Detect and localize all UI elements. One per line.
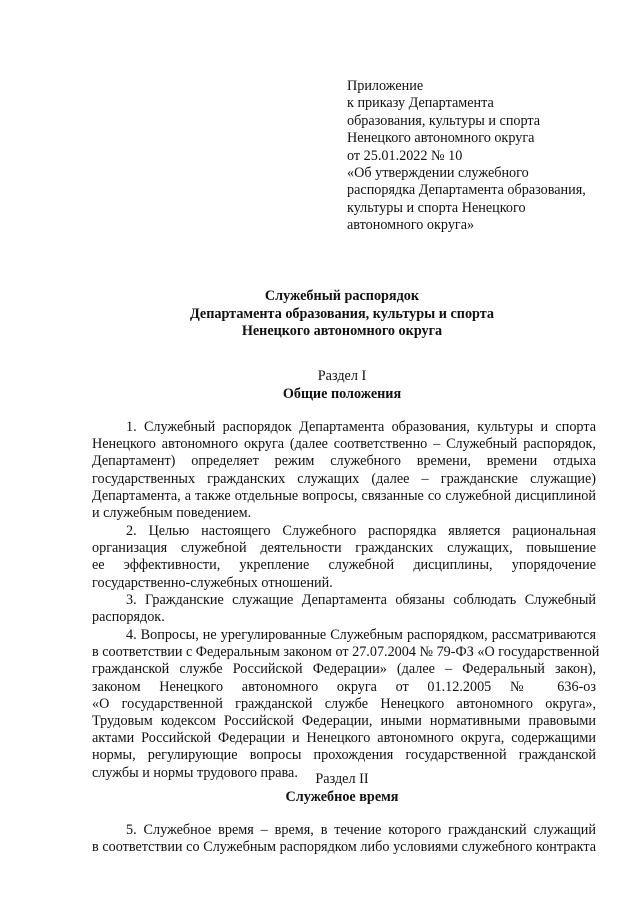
- paragraph-line: 1. Служебный распорядок Департамента образования, культуры и спорта: [126, 419, 596, 435]
- paragraph-line: законом Ненецкого автономного округа от 01.12.2005 № 636-оз: [92, 678, 596, 695]
- section-1-heading: [92, 368, 592, 403]
- appendix-line: образования, культуры и спорта: [347, 112, 541, 129]
- paragraph-line: Трудовым кодексом Российской Федерации, иными нормативными правовыми: [92, 712, 596, 729]
- paragraph-line: 3. Гражданские служащие Департамента обязаны соблюдать Служебный: [126, 592, 596, 608]
- paragraph-line: и служебным поведением.: [92, 504, 252, 521]
- document-title: [92, 288, 592, 341]
- paragraph-line: 2. Целью настоящего Служебного распорядка является рациональная: [126, 523, 596, 539]
- paragraph-line: Департамента, а также отдельные вопросы, связанные со служебной дисциплиной: [92, 487, 596, 504]
- appendix-line: Приложение: [347, 78, 424, 94]
- appendix-line: распорядка Департамента образования,: [347, 182, 586, 199]
- paragraph-line: государственных гражданских служащих (далее – гражданские служащие): [92, 470, 596, 487]
- paragraph-3: [92, 592, 596, 626]
- paragraph-line: службы и нормы трудового права.: [92, 764, 298, 781]
- paragraph-line: 4. Вопросы, не урегулированные Служебным распорядком, рассматриваются: [126, 627, 596, 643]
- appendix-line: культуры и спорта Ненецкого: [347, 199, 526, 216]
- paragraph-2: [92, 523, 596, 592]
- title-line: Ненецкого автономного округа: [241, 323, 443, 340]
- paragraph-line: «О государственной гражданской службе Ненецкого автономного округа»,: [92, 695, 596, 712]
- paragraph-line: ее эффективности, укрепление служебной дисциплины, упорядочение: [92, 557, 596, 574]
- section-number: Раздел II: [315, 771, 369, 787]
- paragraph-line: в соответствии со Служебным распорядком либо условиями служебного контракта: [92, 839, 596, 856]
- paragraph-5: [92, 822, 596, 856]
- section-number: Раздел I: [317, 368, 367, 384]
- section-2-heading: [92, 771, 592, 806]
- paragraph-line: актами Российской Федерации и Ненецкого автономного округа, содержащими: [92, 730, 596, 747]
- section-name: Общие положения: [282, 385, 402, 402]
- appendix-header: [347, 78, 627, 235]
- title-line: Департамента образования, культуры и спорта: [189, 305, 494, 322]
- paragraph-line: гражданской службе Российской Федерации» (далее – Федеральный закон),: [92, 661, 596, 678]
- appendix-line: Ненецкого автономного округа: [347, 130, 535, 147]
- paragraph-line: организация служебной деятельности гражданских служащих, повышение: [92, 540, 596, 557]
- paragraph-line: Ненецкого автономного округа (далее соответственно – Служебный распорядок,: [92, 436, 596, 453]
- title-line: Служебный распорядок: [264, 288, 420, 304]
- appendix-line: автономного округа»: [347, 217, 475, 234]
- section-name: Служебное время: [285, 788, 399, 805]
- paragraph-line: Департамент) определяет режим служебного времени, времени отдыха: [92, 453, 596, 470]
- appendix-line: от 25.01.2022 № 10: [347, 147, 463, 164]
- paragraph-line: 5. Служебное время – время, в течение которого гражданский служащий: [126, 822, 596, 838]
- paragraph-line: в соответствии с Федеральным законом от 27.07.2004 № 79-ФЗ «О государственной: [92, 644, 600, 661]
- paragraph-line: распорядок.: [92, 609, 165, 626]
- paragraph-line: государственно-служебных отношений.: [92, 574, 333, 591]
- paragraph-4: [92, 627, 600, 782]
- paragraph-1: [92, 419, 596, 522]
- paragraph-line: нормы, регулирующие вопросы прохождения государственной гражданской: [92, 747, 596, 764]
- appendix-line: к приказу Департамента: [347, 95, 494, 112]
- appendix-line: «Об утверждении служебного: [347, 165, 529, 182]
